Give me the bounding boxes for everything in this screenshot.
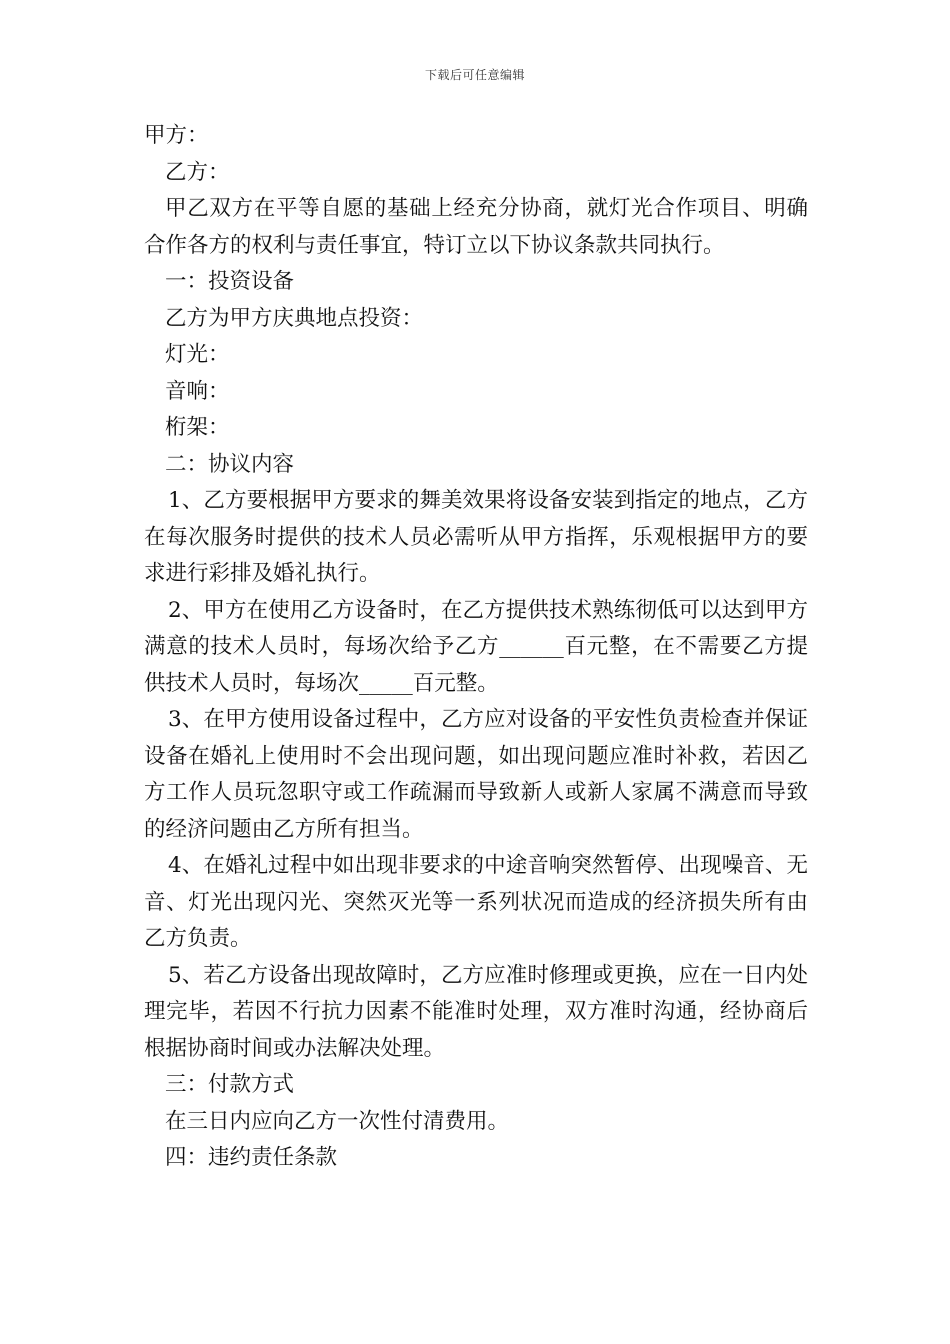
party-b-line: 乙方： xyxy=(165,159,230,185)
item-lighting: 灯光： xyxy=(165,342,230,367)
section-1-heading: 一：投资设备 xyxy=(165,269,295,294)
page-header-note: 下载后可任意编辑 xyxy=(424,68,525,82)
clause-1: 1、乙方要根据甲方要求的舞美效果将设备安装到指定的地点，乙方在每次服务时提供的技术人员必需听从甲方指挥，乐观根据甲方的要求进行彩排及婚礼执行。 xyxy=(144,488,808,586)
clause-2: 2、甲方在使用乙方设备时，在乙方提供技术熟练彻低可以达到甲方满意的技术人员时，每场次给予乙方______百元整，在不需要乙方提供技术人员时，每场次_____百元整。 xyxy=(144,597,808,696)
section-3-heading: 三：付款方式 xyxy=(165,1072,295,1097)
section-1-intro: 乙方为甲方庆典地点投资： xyxy=(165,305,424,331)
item-audio: 音响： xyxy=(165,378,230,404)
preamble-paragraph: 甲乙双方在平等自愿的基础上经充分协商，就灯光合作项目、明确合作各方的权利与责任事宜，特订立以下协议条款共同执行。 xyxy=(144,196,808,258)
section-3-text: 在三日内应向乙方一次性付清费用。 xyxy=(165,1108,510,1134)
clause-5: 5、若乙方设备出现故障时，乙方应准时修理或更换，应在一日内处理完毕，若因不行抗力因素不能准时处理，双方准时沟通，经协商后根据协商时间或办法解决处理。 xyxy=(144,962,808,1061)
clause-4: 4、在婚礼过程中如出现非要求的中途音响突然暂停、出现噪音、无音、灯光出现闪光、突然灭光等一系列状况而造成的经济损失所有由乙方负责。 xyxy=(144,853,808,951)
document-body xyxy=(144,118,808,1177)
section-4-heading: 四：违约责任条款 xyxy=(165,1145,338,1170)
section-2-heading: 二：协议内容 xyxy=(165,451,295,477)
clause-3: 3、在甲方使用设备过程中，乙方应对设备的平安性负责检查并保证设备在婚礼上使用时不会出现问题，如出现问题应准时补救，若因乙方工作人员玩忽职守或工作疏漏而导致新人或新人家属不满意而导致的经济问题由乙方所有担当。 xyxy=(144,707,808,842)
party-a-line: 甲方： xyxy=(144,123,209,148)
item-truss: 桁架： xyxy=(165,415,230,440)
